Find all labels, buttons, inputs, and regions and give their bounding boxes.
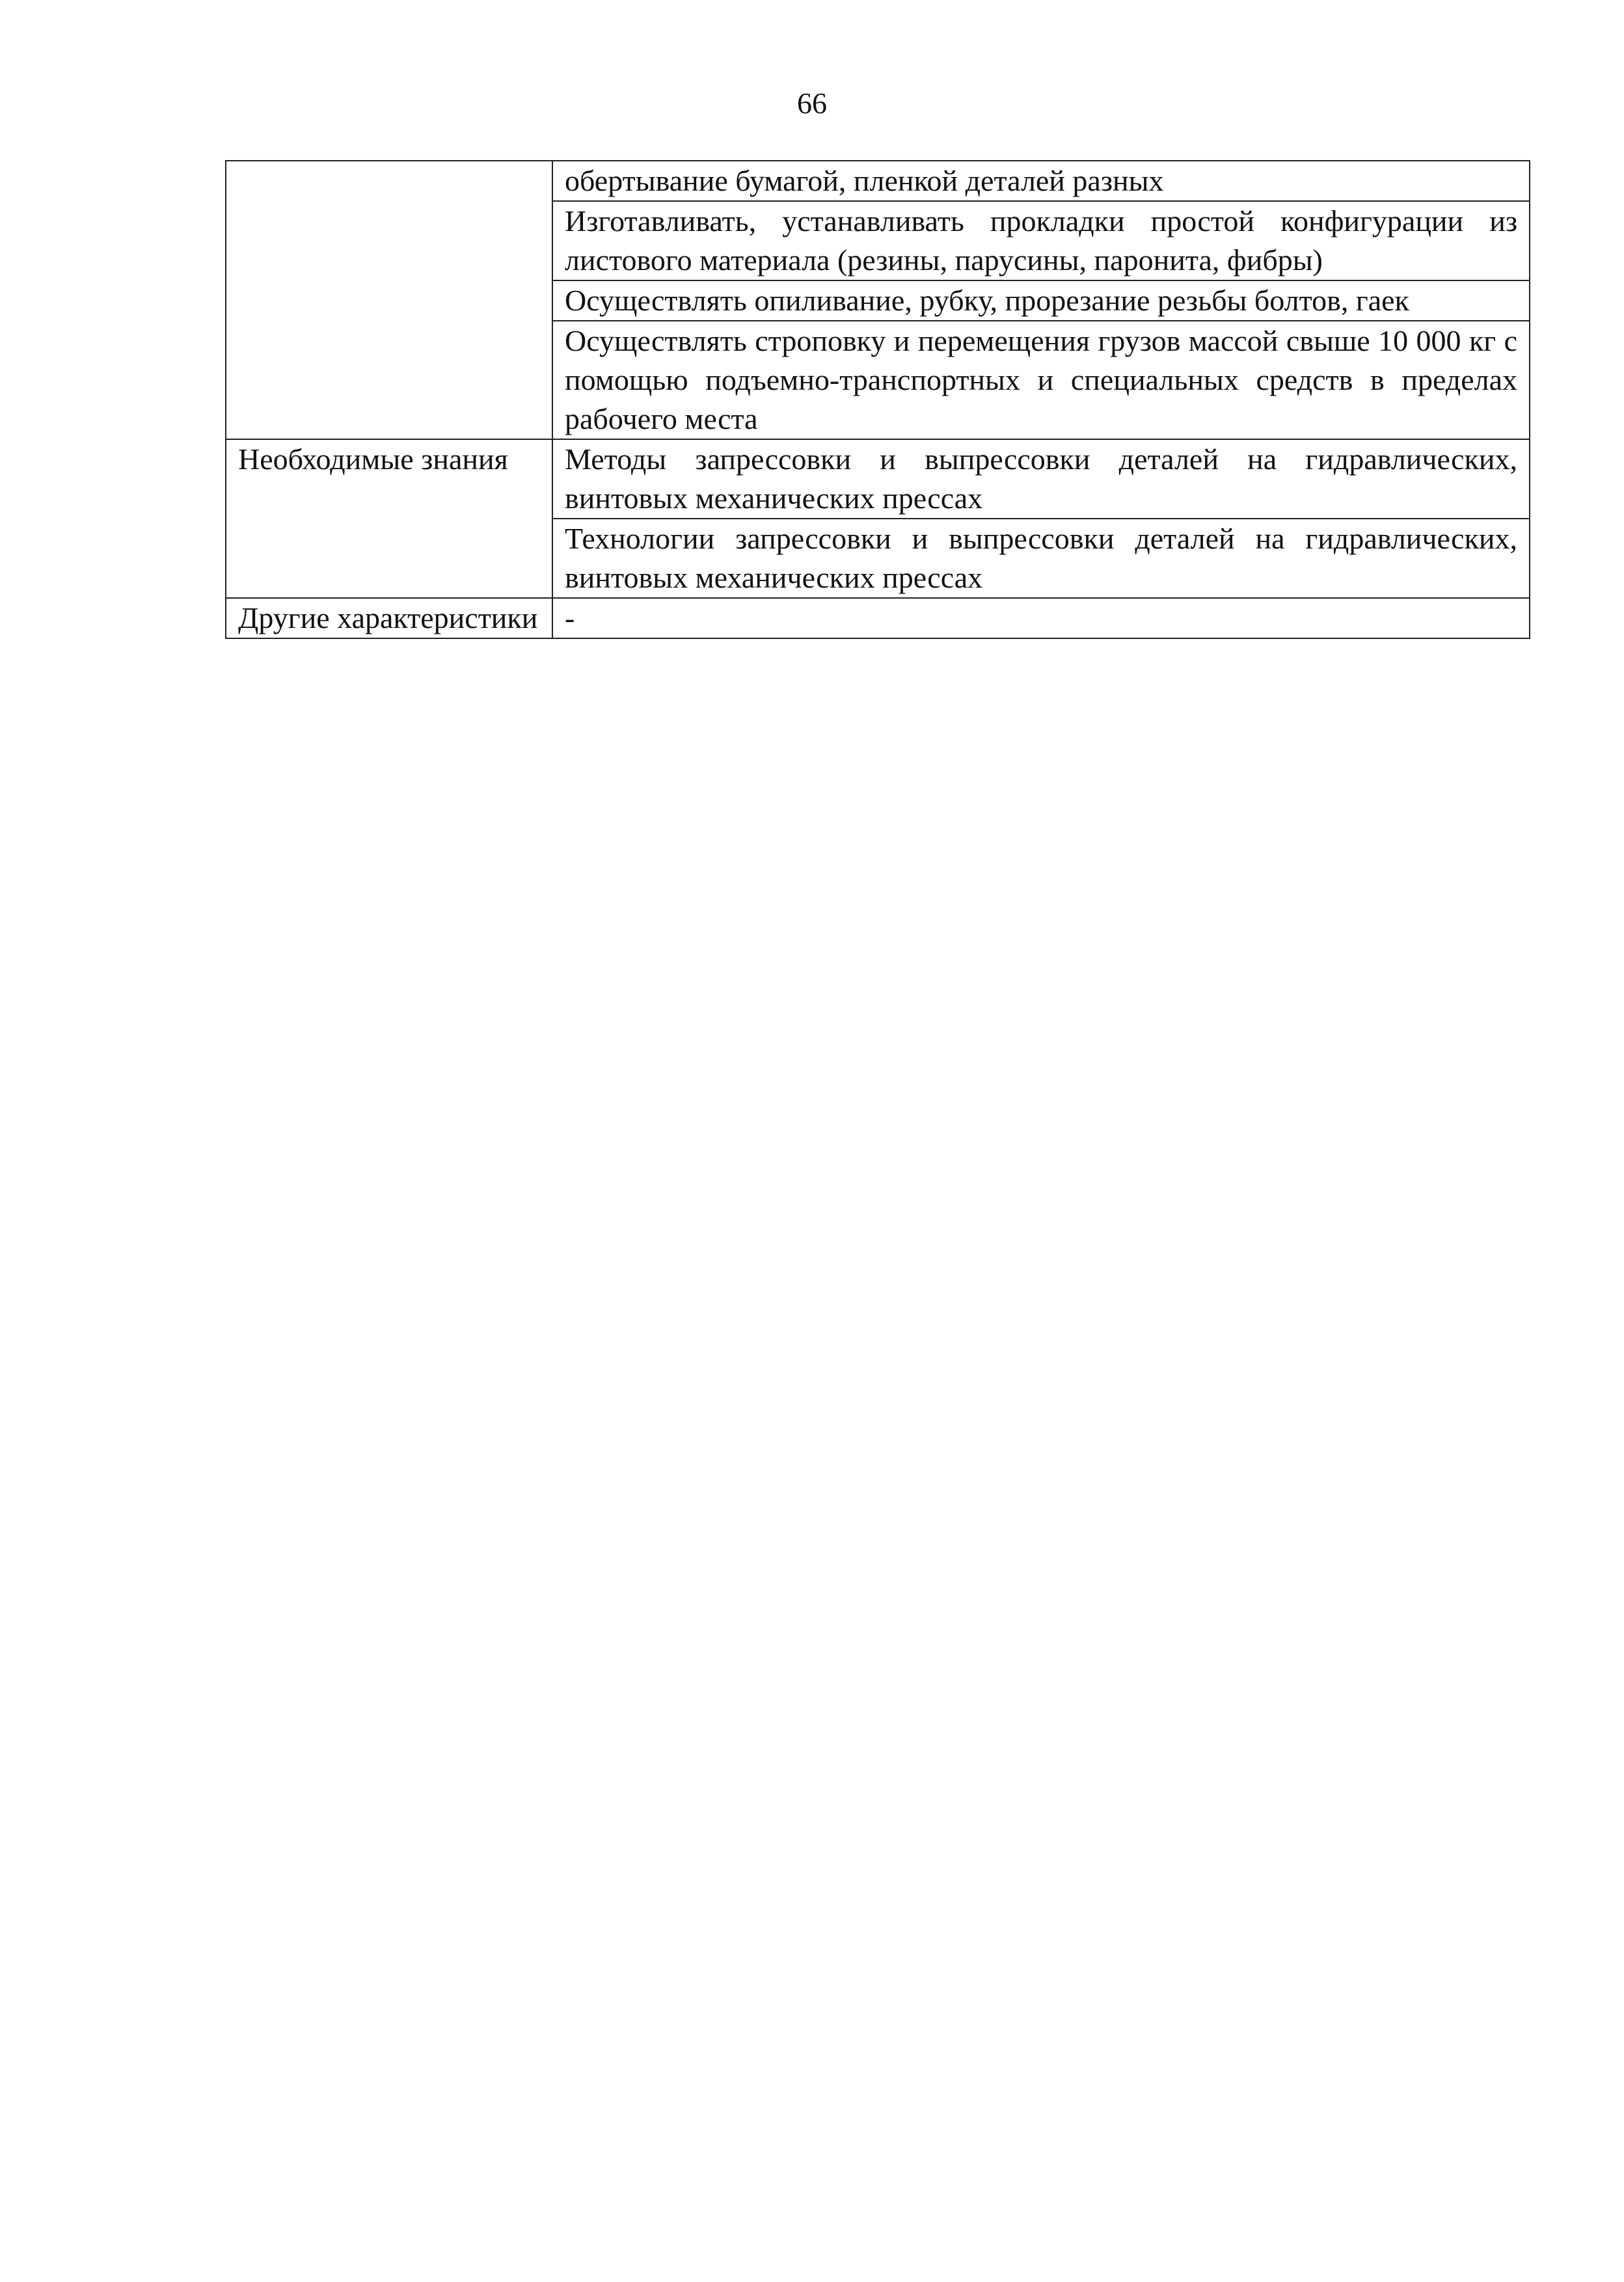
table-cell: обертывание бумагой, пленкой деталей разных xyxy=(552,161,1530,201)
table-cell: Осуществлять строповку и перемещения грузов массой свыше 10 000 кг с помощью подъемно-транспортных и специальных средств в пределах рабочего места xyxy=(552,321,1530,439)
table-row xyxy=(226,439,1530,519)
table-cell: Изготавливать, устанавливать прокладки простой конфигурации из листового материала (резины, парусины, паронита, фибры) xyxy=(552,201,1530,280)
requirements-table xyxy=(225,160,1530,639)
table-row xyxy=(226,161,1530,201)
section-label-cell xyxy=(226,161,552,439)
table-row xyxy=(226,598,1530,638)
section-label-cell: Необходимые знания xyxy=(226,439,552,598)
table-cell: Методы запрессовки и выпрессовки деталей на гидравлических, винтовых механических прессах xyxy=(552,439,1530,519)
table-cell: Технологии запрессовки и выпрессовки деталей на гидравлических, винтовых механических прессах xyxy=(552,519,1530,598)
table-cell: Осуществлять опиливание, рубку, прорезание резьбы болтов, гаек xyxy=(552,280,1530,321)
table-cell: - xyxy=(552,598,1530,638)
page-number: 66 xyxy=(797,87,827,120)
section-label-cell: Другие характеристики xyxy=(226,598,552,638)
